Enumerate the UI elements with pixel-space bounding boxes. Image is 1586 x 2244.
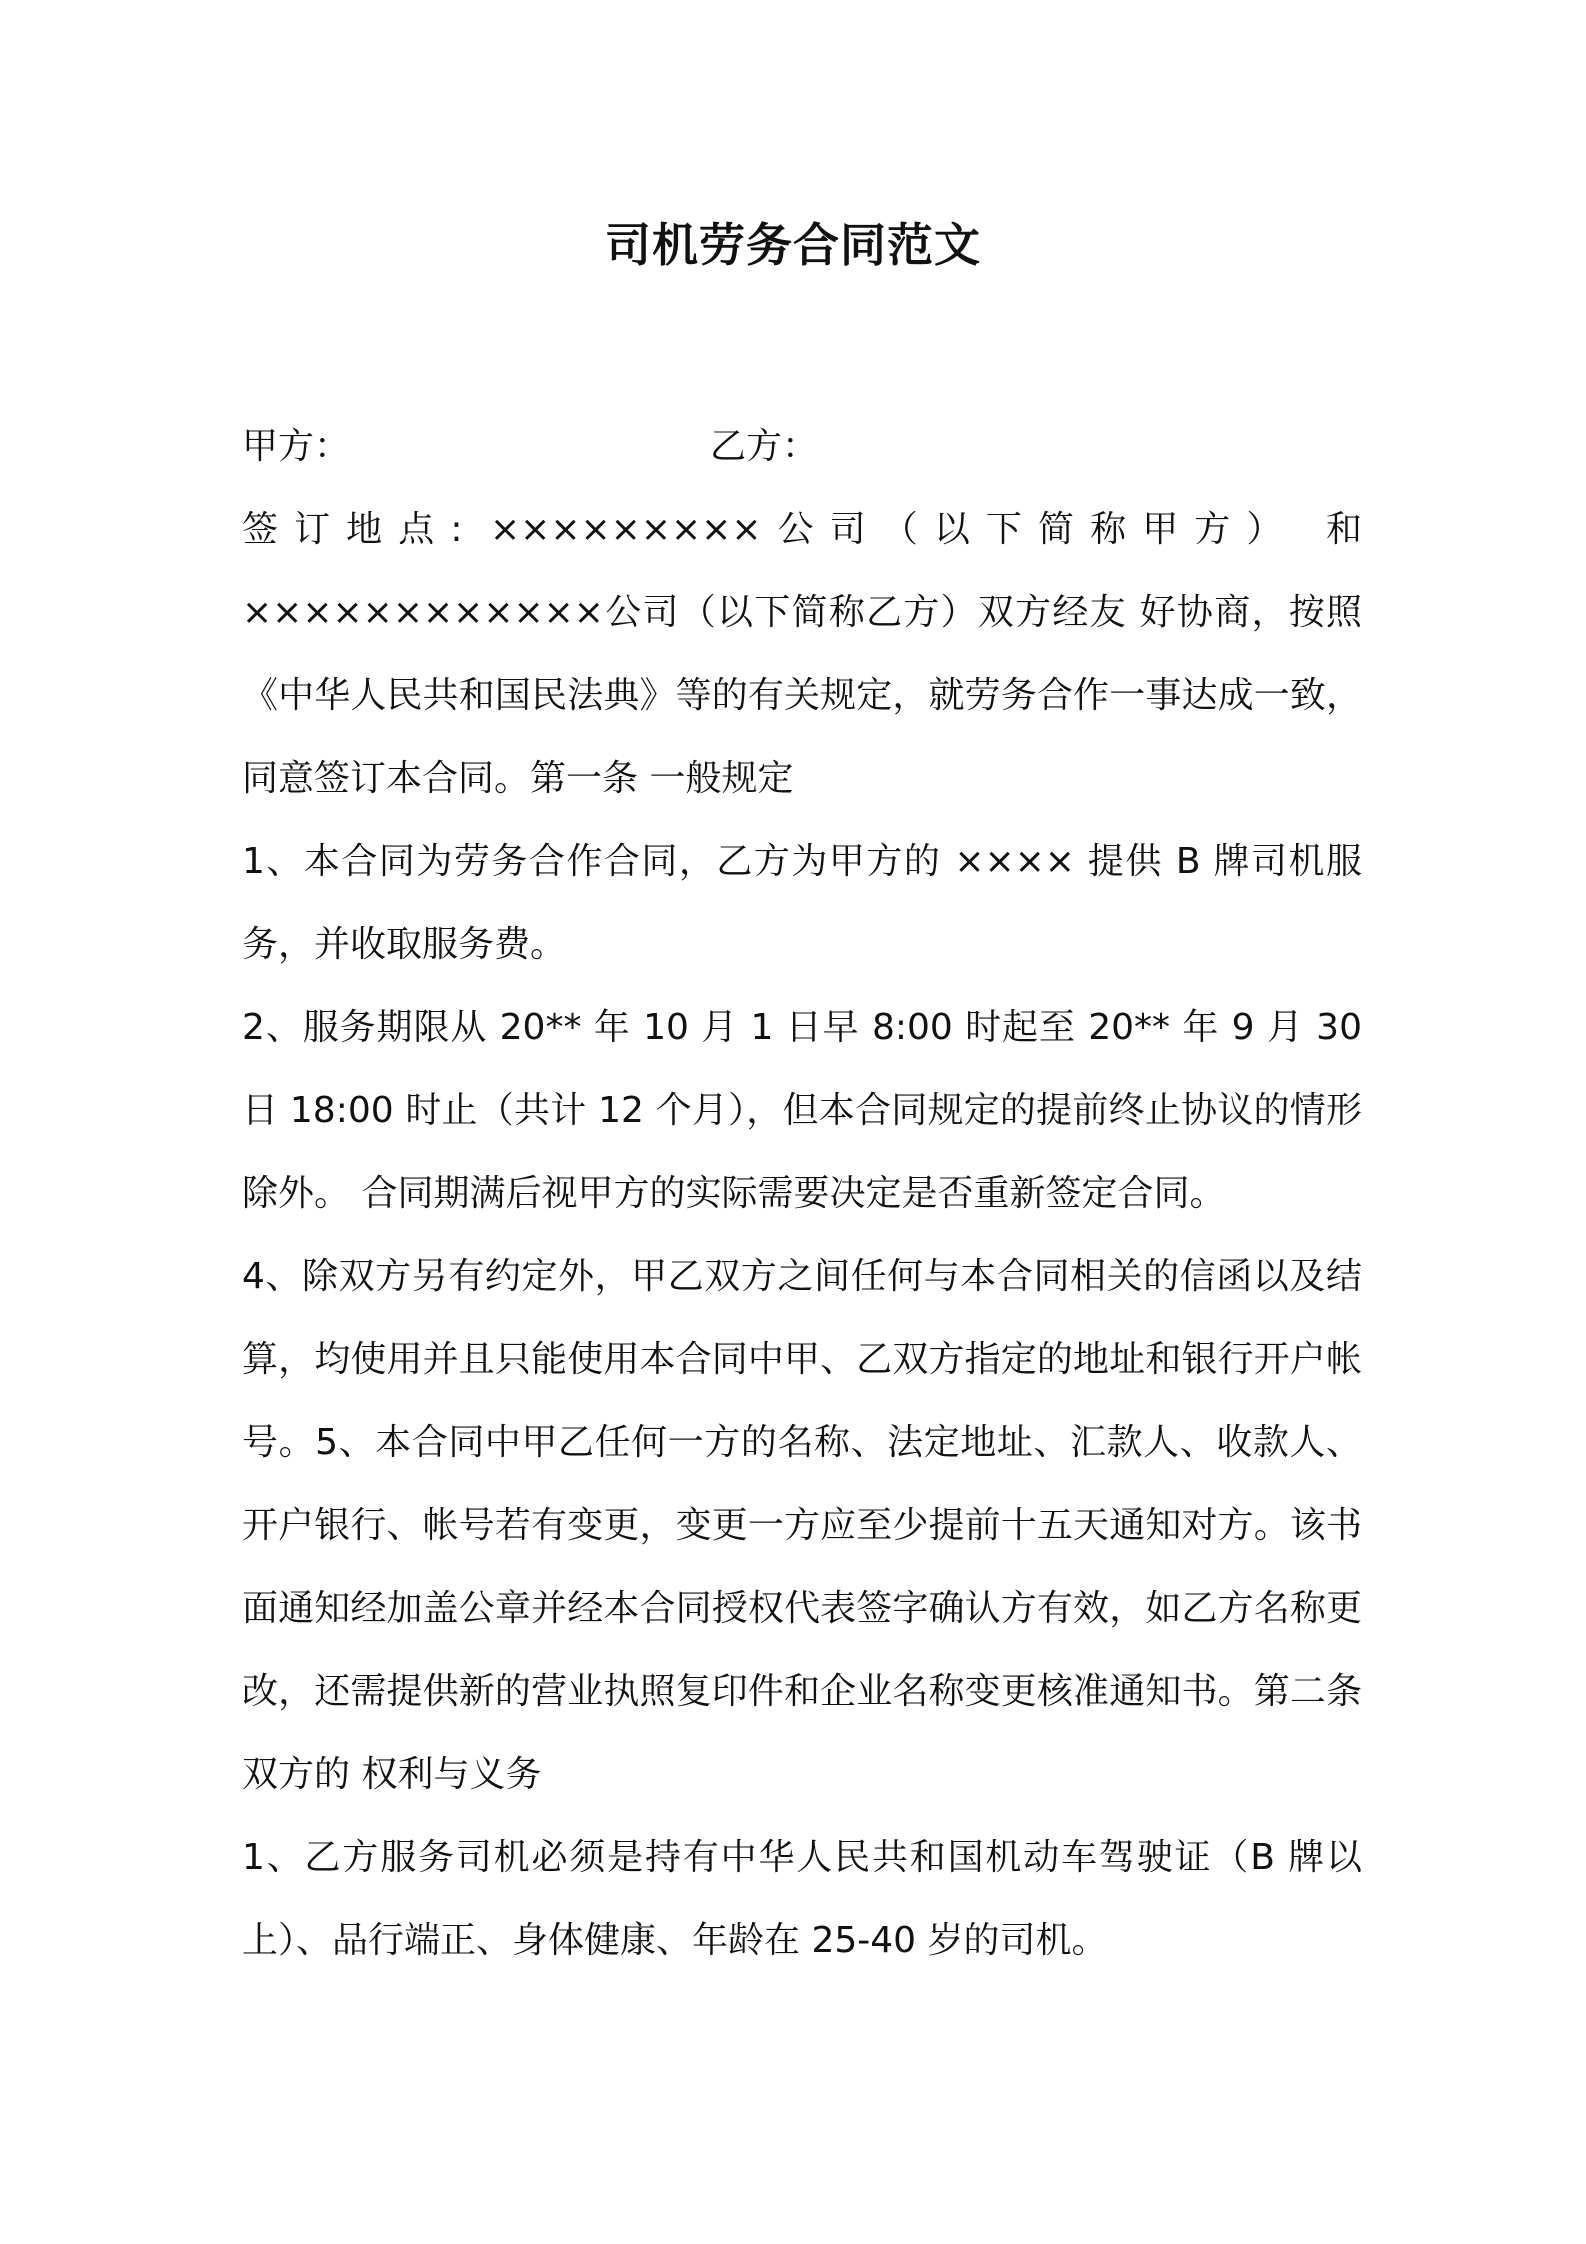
paragraph-signing-place: 签订地点: ×××××××××公司（以下简称甲方） 和 ××××××××××××公司（以下简称乙方）双方经友 好协商，按照《中华人民共和国民法典》等的有关规定，就劳务合作一事达成一致，同意签订本合同。第一条 一般规定 (242, 509, 1362, 799)
parties-line (242, 405, 1362, 488)
paragraph-clause-1: 1、本合同为劳务合作合同，乙方为甲方的 ×××× 提供 B 牌司机服务，并收取服务费。 (242, 841, 1362, 965)
paragraph-article-2-clause-1: 1、乙方服务司机必须是持有中华人民共和国机动车驾驶证（B 牌以上）、品行端正、身体健康、年龄在 25-40 岁的司机。 (242, 1837, 1362, 1961)
party-a-label: 甲方： (242, 426, 351, 467)
document-title: 司机劳务合同范文 (605, 218, 981, 272)
document-body (242, 405, 1362, 1982)
paragraph-clause-2: 2、服务期限从 20** 年 10 月 1 日早 8:00 时起至 20** 年 9 月 30 日 18:00 时止（共计 12 个月），但本合同规定的提前终止协议的情形除外。 合同期满后视甲方的实际需要决定是否重新签定合同。 (242, 1007, 1362, 1214)
party-b-label: 乙方： (710, 426, 819, 467)
paragraph-clause-4-5: 4、除双方另有约定外，甲乙双方之间任何与本合同相关的信函以及结算，均使用并且只能使用本合同中甲、乙双方指定的地址和银行开户帐号。5、本合同中甲乙任何一方的名称、法定地址、汇款人、收款人、开户银行、帐号若有变更，变更一方应至少提前十五天通知对方。该书面通知经加盖公章并经本合同授权代表签字确认方有效，如乙方名称更改，还需提供新的营业执照复印件和企业名称变更核准通知书。第二条 双方的 权利与义务 (242, 1256, 1362, 1795)
